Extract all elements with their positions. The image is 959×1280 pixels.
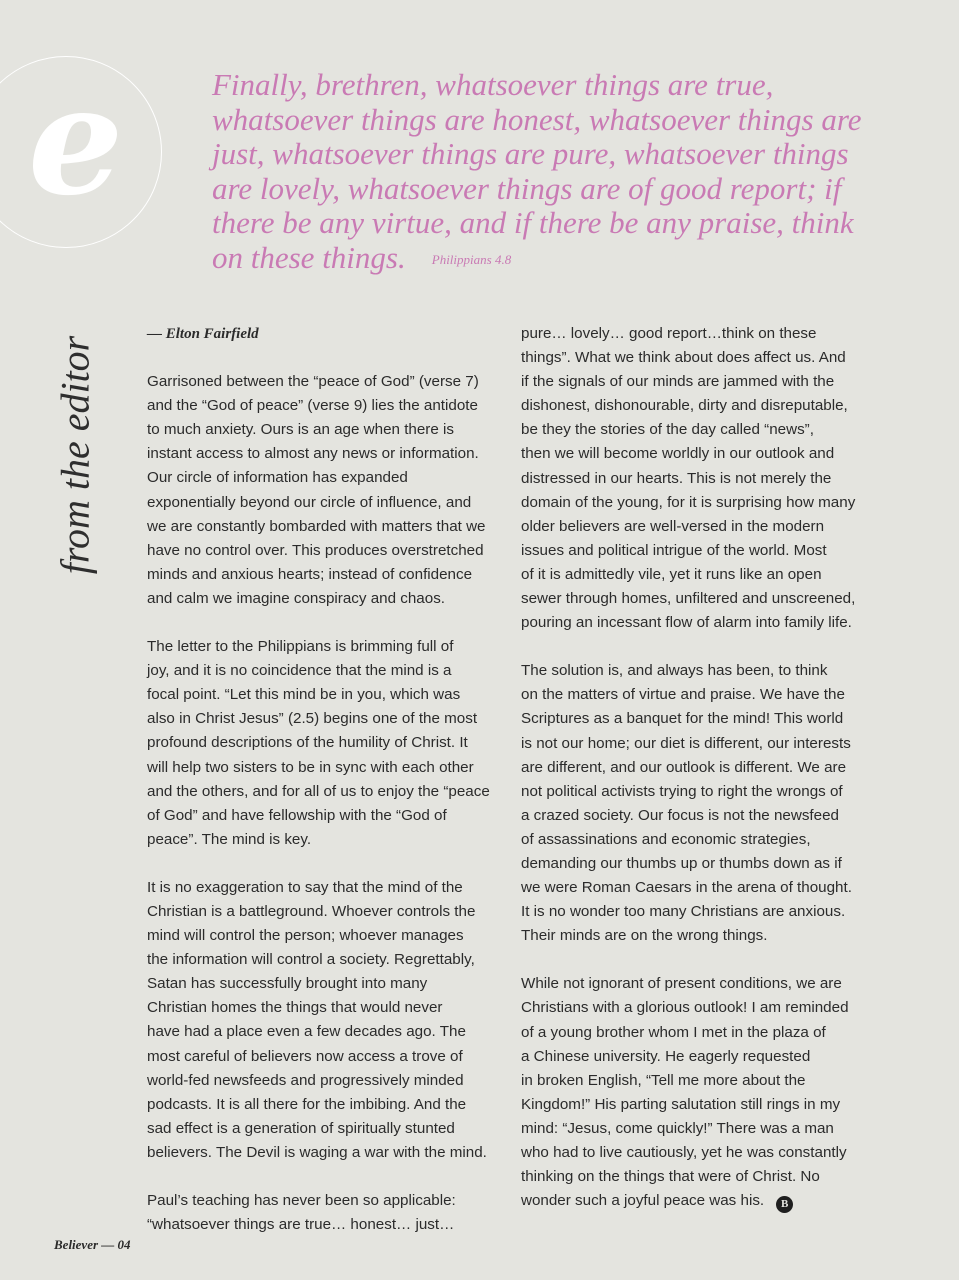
paragraph-1 bbox=[147, 370, 517, 611]
text-line: will help two sisters to be in sync with each other bbox=[147, 758, 474, 776]
text-line: also in Christ Jesus” (2.5) begins one of the most bbox=[147, 710, 478, 728]
text-line: and calm we imagine conspiracy and chaos. bbox=[147, 589, 446, 607]
text-line: and the others, and for all of us to enjoy the “peace bbox=[147, 782, 490, 800]
text-line: of it is admittedly vile, yet it runs like an open bbox=[521, 565, 822, 583]
text-line: older believers are well-versed in the modern bbox=[521, 517, 825, 535]
text-line: is not our home; our diet is different, our interests bbox=[521, 734, 851, 752]
end-mark-icon: B bbox=[776, 1196, 793, 1213]
text-line: are different, and our outlook is different. We are bbox=[521, 758, 847, 776]
text-line: and the “God of peace” (verse 9) lies the antidote bbox=[147, 397, 478, 415]
text-line: world-fed newsfeeds and progressively minded bbox=[147, 1071, 464, 1089]
text-line: The letter to the Philippians is brimming full of bbox=[147, 638, 454, 656]
text-line: “whatsoever things are true… honest… just… bbox=[147, 1216, 455, 1234]
text-line: pure… lovely… good report…think on these bbox=[521, 325, 817, 342]
article-column-2 bbox=[521, 322, 891, 1213]
text-line: Kingdom!” His parting salutation still rings in my bbox=[521, 1095, 841, 1113]
text-line: a crazed society. Our focus is not the newsfeed bbox=[521, 806, 839, 824]
text-line: Scriptures as a banquet for the mind! This world bbox=[521, 710, 844, 728]
text-line: most careful of believers now access a trove of bbox=[147, 1047, 463, 1065]
text-line: domain of the young, for it is surprising how many bbox=[521, 493, 856, 511]
text-line: issues and political intrigue of the world. Most bbox=[521, 541, 827, 559]
quote-line: just, whatsoever things are pure, whatsoever things bbox=[212, 136, 849, 171]
text-line: The solution is, and always has been, to think bbox=[521, 662, 828, 680]
paragraph-2 bbox=[147, 635, 517, 852]
text-line: of assassinations and economic strategies, bbox=[521, 830, 811, 848]
text-line: Christians with a glorious outlook! I am reminded bbox=[521, 999, 849, 1017]
text-line: demanding our thumbs up or thumbs down as if bbox=[521, 854, 842, 872]
text-line: peace”. The mind is key. bbox=[147, 830, 312, 848]
text-line: distressed in our hearts. This is not merely the bbox=[521, 469, 832, 487]
text-line: podcasts. It is all there for the imbibing. And the bbox=[147, 1095, 467, 1113]
paragraph-7 bbox=[521, 972, 891, 1213]
text-line: sad effect is a generation of spiritually stunted bbox=[147, 1119, 455, 1137]
text-line: sewer through homes, unfiltered and unscreened, bbox=[521, 590, 856, 608]
text-line: who had to live cautiously, yet he was constantly bbox=[521, 1144, 847, 1161]
paragraph-4 bbox=[147, 1189, 517, 1237]
text-line: instant access to almost any news or information. bbox=[147, 445, 479, 463]
text-line: profound descriptions of the humility of Christ. It bbox=[147, 734, 468, 752]
quote-line: are lovely, whatsoever things are of good report; if bbox=[212, 170, 842, 206]
byline: — Elton Fairfield bbox=[147, 326, 259, 342]
text-line: Our circle of information has expanded bbox=[147, 469, 408, 487]
text-line: wonder such a joyful peace was his. bbox=[521, 1192, 765, 1210]
section-title bbox=[52, 322, 98, 588]
quote-line: whatsoever things are honest, whatsoever things are bbox=[212, 101, 862, 137]
text-line: minds and anxious hearts; instead of confidence bbox=[147, 565, 473, 583]
paragraph-6 bbox=[521, 659, 891, 948]
drop-letter: e bbox=[28, 53, 124, 229]
text-line: dishonest, dishonourable, dirty and disreputable, bbox=[521, 397, 848, 415]
text-line: to much anxiety. Ours is an age when there is bbox=[147, 421, 454, 439]
text-line: mind will control the person; whoever manages bbox=[147, 927, 464, 945]
text-line: the information will control a society. Regrettably, bbox=[147, 951, 475, 969]
text-line: Satan has successfully brought into many bbox=[147, 975, 428, 993]
paragraph-3 bbox=[147, 876, 517, 1165]
text-line: have had a place even a few decades ago. The bbox=[147, 1023, 466, 1041]
text-line: if the signals of our minds are jammed with the bbox=[521, 373, 835, 391]
text-line: believers. The Devil is waging a war with the mind. bbox=[147, 1143, 487, 1161]
text-line: have no control over. This produces overstretched bbox=[147, 541, 484, 559]
quote-last-line bbox=[212, 241, 912, 278]
quote-line: there be any virtue, and if there be any praise, think bbox=[212, 205, 854, 240]
section-title-text: from the editor bbox=[52, 335, 98, 575]
last-line bbox=[521, 1189, 891, 1213]
text-line: joy, and it is no coincidence that the mind is a bbox=[147, 662, 452, 680]
text-line: It is no exaggeration to say that the mind of the bbox=[147, 878, 463, 896]
text-line: pouring an incessant flow of alarm into family life. bbox=[521, 614, 852, 632]
text-line: Garrisoned between the “peace of God” (verse 7) bbox=[147, 373, 479, 391]
text-line: in broken English, “Tell me more about the bbox=[521, 1071, 806, 1089]
quote-line: on these things. bbox=[212, 239, 406, 275]
quote-reference: Philippians 4.8 bbox=[431, 251, 512, 267]
text-line: of a young brother whom I met in the plaza of bbox=[521, 1023, 826, 1041]
pull-quote bbox=[212, 68, 912, 277]
text-line: on the matters of virtue and praise. We have the bbox=[521, 686, 845, 704]
quote-line: Finally, brethren, whatsoever things are true, bbox=[212, 67, 774, 102]
text-line: While not ignorant of present conditions, we are bbox=[521, 975, 842, 993]
page-footer: Believer — 04 bbox=[54, 1237, 131, 1252]
article-column-1 bbox=[147, 322, 517, 1237]
text-line: Christian homes the things that would never bbox=[147, 999, 443, 1017]
text-line: we are constantly bombarded with matters that we bbox=[147, 517, 486, 535]
text-line: Christian is a battleground. Whoever controls the bbox=[147, 902, 476, 920]
text-line: Their minds are on the wrong things. bbox=[521, 927, 768, 945]
text-line: mind: “Jesus, come quickly!” There was a man bbox=[521, 1119, 834, 1137]
text-line: focal point. “Let this mind be in you, which was bbox=[147, 686, 461, 704]
text-line: we were Roman Caesars in the arena of thought. bbox=[521, 879, 852, 897]
text-line: It is no wonder too many Christians are anxious. bbox=[521, 903, 846, 921]
paragraph-5 bbox=[521, 322, 891, 635]
text-line: Paul’s teaching has never been so applicable: bbox=[147, 1192, 456, 1209]
text-line: of God” and have fellowship with the “God of bbox=[147, 806, 447, 824]
text-line: then we will become worldly in our outlook and bbox=[521, 445, 835, 463]
text-line: a Chinese university. He eagerly requested bbox=[521, 1047, 811, 1065]
text-line: exponentially beyond our circle of influence, and bbox=[147, 493, 472, 511]
text-line: not political activists trying to right the wrongs of bbox=[521, 782, 843, 800]
text-line: be they the stories of the day called “news”, bbox=[521, 421, 814, 439]
text-line: things”. What we think about does affect us. And bbox=[521, 349, 846, 367]
text-line: thinking on the things that were of Christ. No bbox=[521, 1168, 820, 1186]
